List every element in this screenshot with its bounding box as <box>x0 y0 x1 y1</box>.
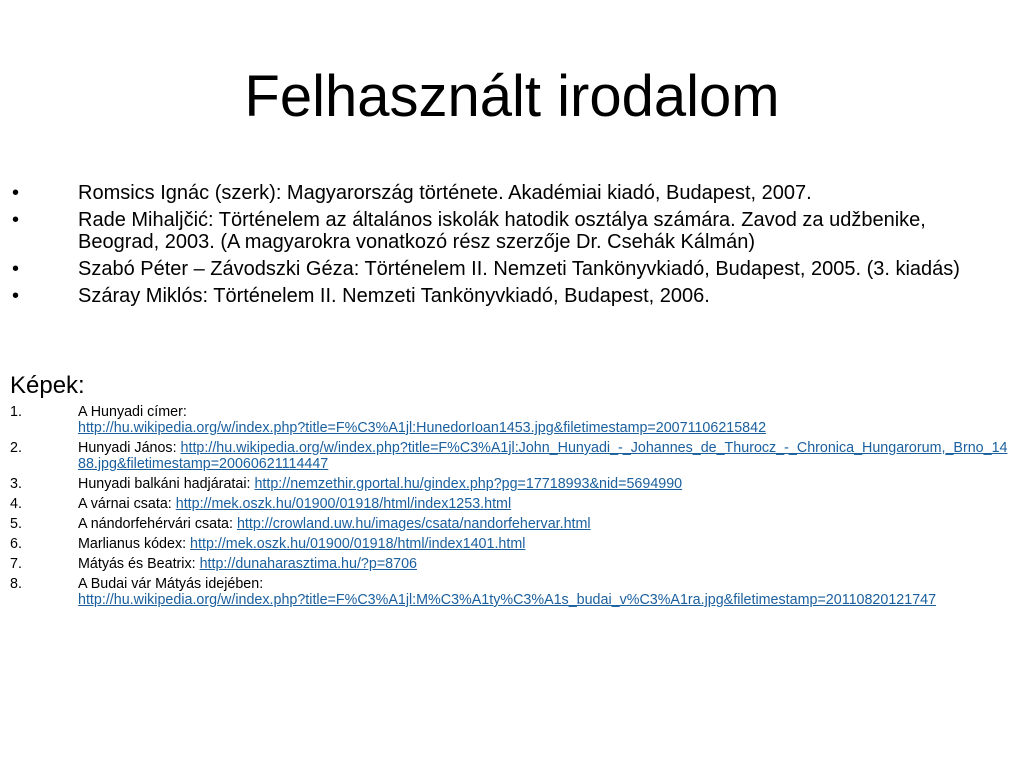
item-number: 2. <box>10 440 22 456</box>
bullet-icon: • <box>12 285 20 307</box>
image-source-item <box>10 576 1014 608</box>
image-source-item <box>10 496 1014 512</box>
reference-text: Rade Mihaljčić: Történelem az általános iskolák hatodik osztálya számára. Zavod za udžbenike, Beograd, 2003. (A magyarokra vonatkozó rész szerzője Dr. Csehák Kálmán) <box>78 209 926 253</box>
bullet-icon: • <box>12 258 20 280</box>
page-title: Felhasznált irodalom <box>244 64 780 129</box>
image-source-label: Hunyadi János: <box>78 440 181 456</box>
image-source-label: Marlianus kódex: <box>78 536 191 552</box>
image-source-item <box>10 404 1014 436</box>
reference-item <box>10 258 1010 280</box>
reference-item <box>10 182 1010 204</box>
image-source-label: Hunyadi balkáni hadjáratai: <box>78 476 255 492</box>
images-list <box>10 404 1014 612</box>
image-source-link[interactable]: http://hu.wikipedia.org/w/index.php?title=F%C3%A1jl:M%C3%A1ty%C3%A1s_budai_v%C3%A1ra.jpg&filetimestamp=20110820121747 <box>78 592 937 608</box>
item-number: 5. <box>10 516 22 532</box>
image-source-link[interactable]: http://mek.oszk.hu/01900/01918/html/index1253.html <box>175 496 512 512</box>
item-number: 7. <box>10 556 22 572</box>
item-number: 3. <box>10 476 22 492</box>
image-source-item <box>10 516 1014 532</box>
item-number: 1. <box>10 404 22 420</box>
image-source-link[interactable]: http://nemzethir.gportal.hu/gindex.php?pg=17718993&nid=5694990 <box>254 476 683 492</box>
item-number: 4. <box>10 496 22 512</box>
image-source-item <box>10 556 1014 572</box>
image-source-item <box>10 476 1014 492</box>
image-source-link[interactable]: http://dunaharasztima.hu/?p=8706 <box>199 556 417 572</box>
image-source-label: A nándorfehérvári csata: <box>78 516 237 532</box>
image-source-link[interactable]: http://mek.oszk.hu/01900/01918/html/index1401.html <box>190 536 526 552</box>
reference-text: Száray Miklós: Történelem II. Nemzeti Tankönyvkiadó, Budapest, 2006. <box>78 285 710 307</box>
item-number: 8. <box>10 576 22 592</box>
references-list <box>10 182 1010 312</box>
reference-item <box>10 285 1010 307</box>
image-source-link[interactable]: http://crowland.uw.hu/images/csata/nandorfehervar.html <box>236 516 591 532</box>
image-source-label: Mátyás és Beatrix: <box>78 556 200 572</box>
image-source-link[interactable]: http://hu.wikipedia.org/w/index.php?title=F%C3%A1jl:HunedorIoan1453.jpg&filetimestamp=20071106215842 <box>78 420 767 436</box>
item-number: 6. <box>10 536 22 552</box>
image-source-label: A Hunyadi címer: <box>78 404 187 420</box>
reference-text: Szabó Péter – Závodszki Géza: Történelem II. Nemzeti Tankönyvkiadó, Budapest, 2005. (3. kiadás) <box>78 258 960 280</box>
reference-item <box>10 209 1010 253</box>
image-source-item <box>10 440 1014 472</box>
bullet-icon: • <box>12 182 20 204</box>
bullet-icon: • <box>12 209 20 231</box>
image-source-item <box>10 536 1014 552</box>
image-source-link[interactable]: http://hu.wikipedia.org/w/index.php?title=F%C3%A1jl:John_Hunyadi_-_Johannes_de_Thurocz_-_Chronica_Hungarorum,_Brno_1488.jpg&filetimestamp=20060621114447 <box>78 440 1008 472</box>
images-heading: Képek: <box>10 372 85 399</box>
image-source-label: A Budai vár Mátyás idejében: <box>78 576 264 592</box>
reference-text: Romsics Ignác (szerk): Magyarország története. Akadémiai kiadó, Budapest, 2007. <box>78 182 812 204</box>
image-source-label: A várnai csata: <box>78 496 176 512</box>
